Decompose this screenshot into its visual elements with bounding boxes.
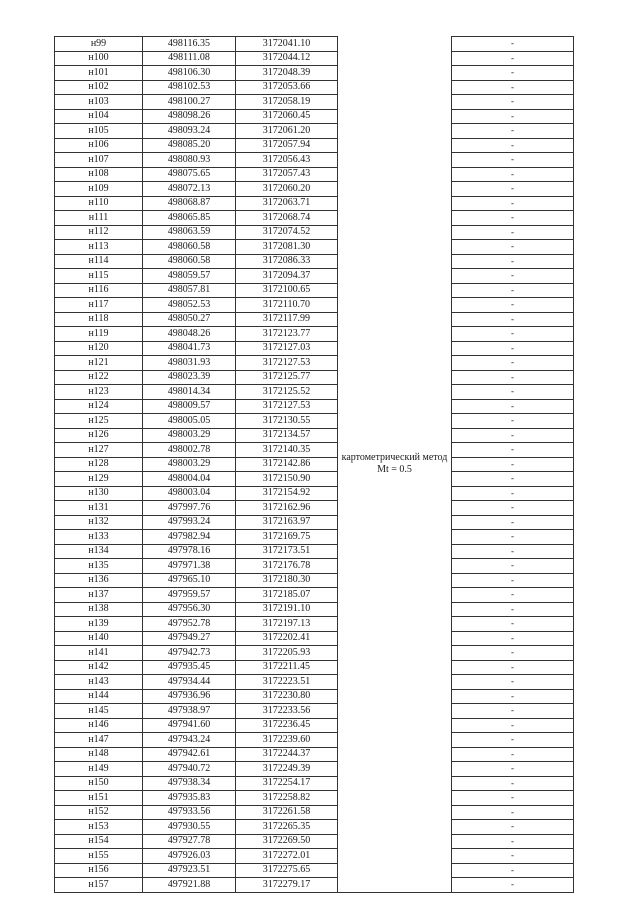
table-row (55, 269, 574, 284)
y-coordinate-cell: 3172130.55 (236, 414, 338, 429)
table-row (55, 544, 574, 559)
table-row (55, 646, 574, 661)
y-coordinate-cell: 3172249.39 (236, 762, 338, 777)
x-coordinate-cell: 497978.16 (143, 544, 236, 559)
table-row (55, 747, 574, 762)
point-id-cell: н118 (55, 312, 143, 327)
y-coordinate-cell: 3172068.74 (236, 211, 338, 226)
point-id-cell: н144 (55, 689, 143, 704)
point-id-cell: н131 (55, 501, 143, 516)
dash-mark-cell: - (452, 124, 574, 139)
point-id-cell: н138 (55, 602, 143, 617)
x-coordinate-cell: 498059.57 (143, 269, 236, 284)
x-coordinate-cell: 497938.97 (143, 704, 236, 719)
x-coordinate-cell: 497930.55 (143, 820, 236, 835)
point-id-cell: н127 (55, 443, 143, 458)
dash-mark-cell: - (452, 312, 574, 327)
x-coordinate-cell: 497942.61 (143, 747, 236, 762)
y-coordinate-cell: 3172041.10 (236, 37, 338, 52)
dash-mark-cell: - (452, 153, 574, 168)
dash-mark-cell: - (452, 776, 574, 791)
x-coordinate-cell: 498075.65 (143, 167, 236, 182)
dash-mark-cell: - (452, 167, 574, 182)
table-row (55, 109, 574, 124)
y-coordinate-cell: 3172127.53 (236, 356, 338, 371)
point-id-cell: н129 (55, 472, 143, 487)
y-coordinate-cell: 3172176.78 (236, 559, 338, 574)
dash-mark-cell: - (452, 689, 574, 704)
point-id-cell: н125 (55, 414, 143, 429)
table-row (55, 530, 574, 545)
x-coordinate-cell: 498102.53 (143, 80, 236, 95)
x-coordinate-cell: 498003.29 (143, 457, 236, 472)
table-row (55, 776, 574, 791)
point-id-cell: н109 (55, 182, 143, 197)
x-coordinate-cell: 498085.20 (143, 138, 236, 153)
table-row (55, 138, 574, 153)
y-coordinate-cell: 3172254.17 (236, 776, 338, 791)
y-coordinate-cell: 3172261.58 (236, 805, 338, 820)
y-coordinate-cell: 3172173.51 (236, 544, 338, 559)
table-row (55, 820, 574, 835)
table-row (55, 385, 574, 400)
y-coordinate-cell: 3172223.51 (236, 675, 338, 690)
table-row (55, 573, 574, 588)
point-id-cell: н102 (55, 80, 143, 95)
x-coordinate-cell: 497943.24 (143, 733, 236, 748)
table-row (55, 486, 574, 501)
table-row (55, 660, 574, 675)
y-coordinate-cell: 3172205.93 (236, 646, 338, 661)
point-id-cell: н101 (55, 66, 143, 81)
x-coordinate-cell: 498041.73 (143, 341, 236, 356)
y-coordinate-cell: 3172239.60 (236, 733, 338, 748)
x-coordinate-cell: 497935.83 (143, 791, 236, 806)
dash-mark-cell: - (452, 95, 574, 110)
point-id-cell: н122 (55, 370, 143, 385)
x-coordinate-cell: 497938.34 (143, 776, 236, 791)
x-coordinate-cell: 497971.38 (143, 559, 236, 574)
x-coordinate-cell: 497927.78 (143, 834, 236, 849)
y-coordinate-cell: 3172185.07 (236, 588, 338, 603)
y-coordinate-cell: 3172163.97 (236, 515, 338, 530)
x-coordinate-cell: 497935.45 (143, 660, 236, 675)
y-coordinate-cell: 3172057.43 (236, 167, 338, 182)
point-id-cell: н147 (55, 733, 143, 748)
y-coordinate-cell: 3172086.33 (236, 254, 338, 269)
point-id-cell: н115 (55, 269, 143, 284)
point-id-cell: н143 (55, 675, 143, 690)
point-id-cell: н134 (55, 544, 143, 559)
x-coordinate-cell: 497993.24 (143, 515, 236, 530)
coordinates-table (54, 36, 574, 893)
x-coordinate-cell: 497956.30 (143, 602, 236, 617)
y-coordinate-cell: 3172233.56 (236, 704, 338, 719)
dash-mark-cell: - (452, 559, 574, 574)
table-row (55, 153, 574, 168)
dash-mark-cell: - (452, 704, 574, 719)
dash-mark-cell: - (452, 834, 574, 849)
dash-mark-cell: - (452, 515, 574, 530)
table-row (55, 327, 574, 342)
point-id-cell: н119 (55, 327, 143, 342)
dash-mark-cell: - (452, 457, 574, 472)
x-coordinate-cell: 497942.73 (143, 646, 236, 661)
x-coordinate-cell: 498014.34 (143, 385, 236, 400)
point-id-cell: н108 (55, 167, 143, 182)
y-coordinate-cell: 3172211.45 (236, 660, 338, 675)
y-coordinate-cell: 3172053.66 (236, 80, 338, 95)
x-coordinate-cell: 498003.29 (143, 428, 236, 443)
table-row (55, 37, 574, 52)
point-id-cell: н126 (55, 428, 143, 443)
table-row (55, 849, 574, 864)
table-row (55, 167, 574, 182)
point-id-cell: н153 (55, 820, 143, 835)
point-id-cell: н105 (55, 124, 143, 139)
x-coordinate-cell: 498106.30 (143, 66, 236, 81)
table-row (55, 617, 574, 632)
y-coordinate-cell: 3172140.35 (236, 443, 338, 458)
point-id-cell: н154 (55, 834, 143, 849)
x-coordinate-cell: 497959.57 (143, 588, 236, 603)
y-coordinate-cell: 3172110.70 (236, 298, 338, 313)
point-id-cell: н110 (55, 196, 143, 211)
point-id-cell: н123 (55, 385, 143, 400)
point-id-cell: н156 (55, 863, 143, 878)
dash-mark-cell: - (452, 443, 574, 458)
point-id-cell: н151 (55, 791, 143, 806)
x-coordinate-cell: 498072.13 (143, 182, 236, 197)
y-coordinate-cell: 3172123.77 (236, 327, 338, 342)
method-note-cell: картометрический метод Mt = 0.5 (338, 37, 452, 893)
x-coordinate-cell: 498003.04 (143, 486, 236, 501)
x-coordinate-cell: 497921.88 (143, 878, 236, 893)
x-coordinate-cell: 498031.93 (143, 356, 236, 371)
dash-mark-cell: - (452, 791, 574, 806)
table-row (55, 196, 574, 211)
dash-mark-cell: - (452, 602, 574, 617)
y-coordinate-cell: 3172258.82 (236, 791, 338, 806)
point-id-cell: н117 (55, 298, 143, 313)
x-coordinate-cell: 498048.26 (143, 327, 236, 342)
dash-mark-cell: - (452, 109, 574, 124)
y-coordinate-cell: 3172094.37 (236, 269, 338, 284)
dash-mark-cell: - (452, 718, 574, 733)
dash-mark-cell: - (452, 399, 574, 414)
y-coordinate-cell: 3172127.53 (236, 399, 338, 414)
y-coordinate-cell: 3172060.45 (236, 109, 338, 124)
table-row (55, 225, 574, 240)
dash-mark-cell: - (452, 486, 574, 501)
point-id-cell: н100 (55, 51, 143, 66)
y-coordinate-cell: 3172063.71 (236, 196, 338, 211)
dash-mark-cell: - (452, 675, 574, 690)
table-row (55, 588, 574, 603)
table-row (55, 559, 574, 574)
x-coordinate-cell: 498023.39 (143, 370, 236, 385)
y-coordinate-cell: 3172244.37 (236, 747, 338, 762)
point-id-cell: н152 (55, 805, 143, 820)
point-id-cell: н107 (55, 153, 143, 168)
point-id-cell: н121 (55, 356, 143, 371)
dash-mark-cell: - (452, 530, 574, 545)
dash-mark-cell: - (452, 660, 574, 675)
table-row (55, 95, 574, 110)
y-coordinate-cell: 3172081.30 (236, 240, 338, 255)
x-coordinate-cell: 497965.10 (143, 573, 236, 588)
point-id-cell: н104 (55, 109, 143, 124)
x-coordinate-cell: 497936.96 (143, 689, 236, 704)
dash-mark-cell: - (452, 269, 574, 284)
dash-mark-cell: - (452, 240, 574, 255)
table-row (55, 182, 574, 197)
y-coordinate-cell: 3172061.20 (236, 124, 338, 139)
x-coordinate-cell: 497933.56 (143, 805, 236, 820)
dash-mark-cell: - (452, 370, 574, 385)
dash-mark-cell: - (452, 356, 574, 371)
y-coordinate-cell: 3172162.96 (236, 501, 338, 516)
point-id-cell: н106 (55, 138, 143, 153)
dash-mark-cell: - (452, 225, 574, 240)
y-coordinate-cell: 3172275.65 (236, 863, 338, 878)
x-coordinate-cell: 497926.03 (143, 849, 236, 864)
point-id-cell: н139 (55, 617, 143, 632)
y-coordinate-cell: 3172197.13 (236, 617, 338, 632)
y-coordinate-cell: 3172048.39 (236, 66, 338, 81)
point-id-cell: н130 (55, 486, 143, 501)
point-id-cell: н135 (55, 559, 143, 574)
x-coordinate-cell: 498060.58 (143, 254, 236, 269)
dash-mark-cell: - (452, 211, 574, 226)
dash-mark-cell: - (452, 733, 574, 748)
y-coordinate-cell: 3172202.41 (236, 631, 338, 646)
y-coordinate-cell: 3172191.10 (236, 602, 338, 617)
point-id-cell: н150 (55, 776, 143, 791)
point-id-cell: н113 (55, 240, 143, 255)
dash-mark-cell: - (452, 805, 574, 820)
x-coordinate-cell: 497952.78 (143, 617, 236, 632)
dash-mark-cell: - (452, 80, 574, 95)
x-coordinate-cell: 497941.60 (143, 718, 236, 733)
x-coordinate-cell: 498116.35 (143, 37, 236, 52)
table-row (55, 457, 574, 472)
x-coordinate-cell: 498009.57 (143, 399, 236, 414)
point-id-cell: н141 (55, 646, 143, 661)
table-row (55, 762, 574, 777)
x-coordinate-cell: 497949.27 (143, 631, 236, 646)
table-row (55, 805, 574, 820)
table-row (55, 428, 574, 443)
point-id-cell: н112 (55, 225, 143, 240)
y-coordinate-cell: 3172142.86 (236, 457, 338, 472)
y-coordinate-cell: 3172044.12 (236, 51, 338, 66)
dash-mark-cell: - (452, 544, 574, 559)
dash-mark-cell: - (452, 51, 574, 66)
y-coordinate-cell: 3172125.52 (236, 385, 338, 400)
y-coordinate-cell: 3172279.17 (236, 878, 338, 893)
table-row (55, 66, 574, 81)
table-row (55, 51, 574, 66)
point-id-cell: н146 (55, 718, 143, 733)
table-row (55, 370, 574, 385)
point-id-cell: н114 (55, 254, 143, 269)
dash-mark-cell: - (452, 385, 574, 400)
point-id-cell: н128 (55, 457, 143, 472)
point-id-cell: н116 (55, 283, 143, 298)
dash-mark-cell: - (452, 283, 574, 298)
table-row (55, 863, 574, 878)
x-coordinate-cell: 497934.44 (143, 675, 236, 690)
point-id-cell: н133 (55, 530, 143, 545)
dash-mark-cell: - (452, 182, 574, 197)
table-row (55, 472, 574, 487)
x-coordinate-cell: 498065.85 (143, 211, 236, 226)
dash-mark-cell: - (452, 472, 574, 487)
y-coordinate-cell: 3172180.30 (236, 573, 338, 588)
point-id-cell: н103 (55, 95, 143, 110)
dash-mark-cell: - (452, 762, 574, 777)
table-row (55, 631, 574, 646)
dash-mark-cell: - (452, 646, 574, 661)
x-coordinate-cell: 498005.05 (143, 414, 236, 429)
table-row (55, 515, 574, 530)
x-coordinate-cell: 498052.53 (143, 298, 236, 313)
x-coordinate-cell: 498068.87 (143, 196, 236, 211)
x-coordinate-cell: 498002.78 (143, 443, 236, 458)
x-coordinate-cell: 498080.93 (143, 153, 236, 168)
dash-mark-cell: - (452, 37, 574, 52)
y-coordinate-cell: 3172117.99 (236, 312, 338, 327)
dash-mark-cell: - (452, 849, 574, 864)
dash-mark-cell: - (452, 573, 574, 588)
table-row (55, 124, 574, 139)
dash-mark-cell: - (452, 617, 574, 632)
x-coordinate-cell: 498057.81 (143, 283, 236, 298)
x-coordinate-cell: 497923.51 (143, 863, 236, 878)
y-coordinate-cell: 3172100.65 (236, 283, 338, 298)
y-coordinate-cell: 3172134.57 (236, 428, 338, 443)
coordinates-table-body (55, 37, 574, 893)
dash-mark-cell: - (452, 414, 574, 429)
x-coordinate-cell: 497982.94 (143, 530, 236, 545)
dash-mark-cell: - (452, 298, 574, 313)
dash-mark-cell: - (452, 501, 574, 516)
x-coordinate-cell: 497997.76 (143, 501, 236, 516)
x-coordinate-cell: 498050.27 (143, 312, 236, 327)
x-coordinate-cell: 498004.04 (143, 472, 236, 487)
y-coordinate-cell: 3172272.01 (236, 849, 338, 864)
x-coordinate-cell: 498063.59 (143, 225, 236, 240)
point-id-cell: н148 (55, 747, 143, 762)
y-coordinate-cell: 3172269.50 (236, 834, 338, 849)
table-row (55, 298, 574, 313)
table-row (55, 341, 574, 356)
table-row (55, 443, 574, 458)
x-coordinate-cell: 498100.27 (143, 95, 236, 110)
point-id-cell: н99 (55, 37, 143, 52)
x-coordinate-cell: 498093.24 (143, 124, 236, 139)
table-row (55, 80, 574, 95)
point-id-cell: н142 (55, 660, 143, 675)
dash-mark-cell: - (452, 631, 574, 646)
dash-mark-cell: - (452, 327, 574, 342)
table-row (55, 356, 574, 371)
point-id-cell: н124 (55, 399, 143, 414)
x-coordinate-cell: 498060.58 (143, 240, 236, 255)
point-id-cell: н155 (55, 849, 143, 864)
y-coordinate-cell: 3172060.20 (236, 182, 338, 197)
dash-mark-cell: - (452, 820, 574, 835)
x-coordinate-cell: 498098.26 (143, 109, 236, 124)
point-id-cell: н145 (55, 704, 143, 719)
table-row (55, 254, 574, 269)
y-coordinate-cell: 3172236.45 (236, 718, 338, 733)
point-id-cell: н136 (55, 573, 143, 588)
table-row (55, 312, 574, 327)
dash-mark-cell: - (452, 138, 574, 153)
y-coordinate-cell: 3172169.75 (236, 530, 338, 545)
y-coordinate-cell: 3172154.92 (236, 486, 338, 501)
x-coordinate-cell: 497940.72 (143, 762, 236, 777)
table-row (55, 414, 574, 429)
table-row (55, 211, 574, 226)
dash-mark-cell: - (452, 878, 574, 893)
dash-mark-cell: - (452, 863, 574, 878)
y-coordinate-cell: 3172127.03 (236, 341, 338, 356)
point-id-cell: н157 (55, 878, 143, 893)
table-row (55, 501, 574, 516)
dash-mark-cell: - (452, 66, 574, 81)
table-row (55, 399, 574, 414)
dash-mark-cell: - (452, 196, 574, 211)
table-row (55, 791, 574, 806)
y-coordinate-cell: 3172057.94 (236, 138, 338, 153)
dash-mark-cell: - (452, 747, 574, 762)
point-id-cell: н132 (55, 515, 143, 530)
table-row (55, 834, 574, 849)
table-row (55, 283, 574, 298)
y-coordinate-cell: 3172230.80 (236, 689, 338, 704)
point-id-cell: н111 (55, 211, 143, 226)
dash-mark-cell: - (452, 588, 574, 603)
table-row (55, 733, 574, 748)
table-row (55, 689, 574, 704)
y-coordinate-cell: 3172074.52 (236, 225, 338, 240)
y-coordinate-cell: 3172125.77 (236, 370, 338, 385)
y-coordinate-cell: 3172265.35 (236, 820, 338, 835)
table-row (55, 240, 574, 255)
table-row (55, 878, 574, 893)
y-coordinate-cell: 3172058.19 (236, 95, 338, 110)
point-id-cell: н137 (55, 588, 143, 603)
table-row (55, 675, 574, 690)
table-row (55, 718, 574, 733)
dash-mark-cell: - (452, 341, 574, 356)
table-row (55, 704, 574, 719)
point-id-cell: н149 (55, 762, 143, 777)
point-id-cell: н120 (55, 341, 143, 356)
y-coordinate-cell: 3172056.43 (236, 153, 338, 168)
dash-mark-cell: - (452, 254, 574, 269)
y-coordinate-cell: 3172150.90 (236, 472, 338, 487)
dash-mark-cell: - (452, 428, 574, 443)
x-coordinate-cell: 498111.08 (143, 51, 236, 66)
point-id-cell: н140 (55, 631, 143, 646)
table-row (55, 602, 574, 617)
